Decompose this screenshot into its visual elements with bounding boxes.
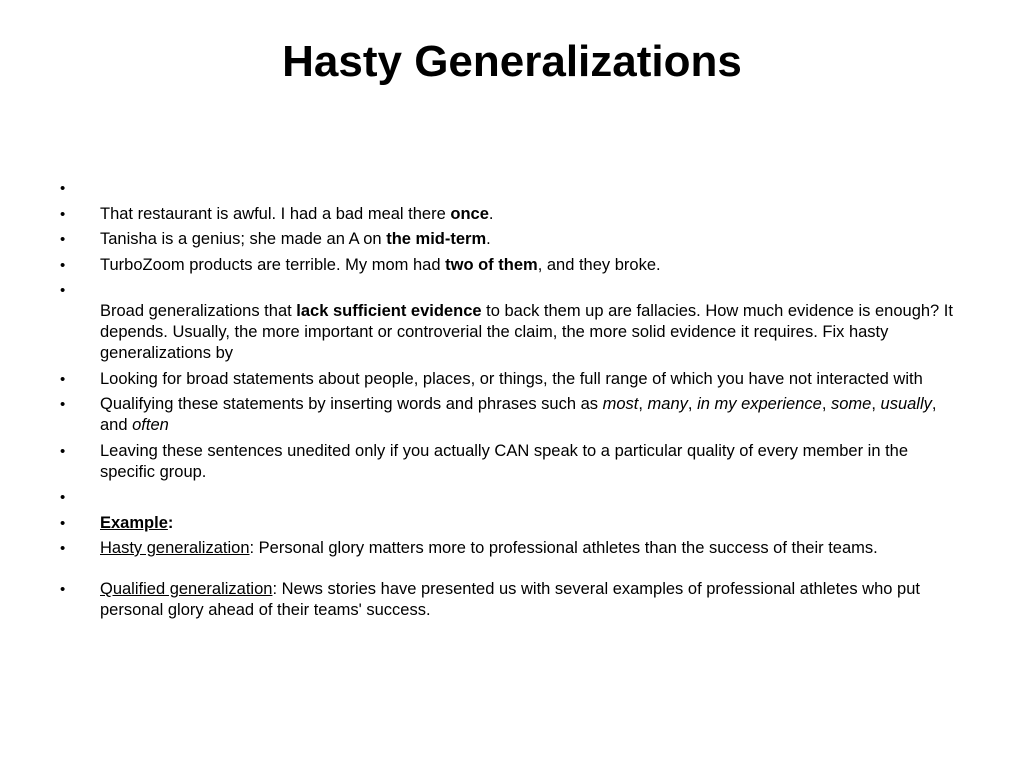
bullet-text: : Personal glory matters more to professional athletes than the success of their teams. <box>249 539 878 557</box>
bullet-text: , <box>871 395 881 413</box>
bullet-underline-text: Hasty generalization <box>100 539 250 557</box>
bullet-text: TurboZoom products are terrible. My mom had <box>100 255 446 274</box>
bullet-dot-icon: • <box>60 514 66 532</box>
bullet-item-tanisha <box>56 229 966 250</box>
bullet-item-empty-1 <box>56 178 966 199</box>
bullet-bold-underline-text: Example <box>100 513 168 532</box>
bullet-text: , <box>821 395 831 413</box>
bullet-text: Looking for broad statements about people, places, or things, the full range of which you have not interacted with <box>100 369 923 388</box>
bullet-dot-icon: • <box>60 489 66 506</box>
bullet-text: , and <box>100 395 937 434</box>
bullet-text: . <box>486 230 491 248</box>
bullet-item-empty-2 <box>56 487 966 508</box>
bullet-item-restaurant <box>56 204 966 225</box>
bullet-item-looking <box>56 369 966 390</box>
bullet-item-turbozoom <box>56 255 966 276</box>
bullet-bold-text: once <box>450 204 489 223</box>
bullet-item-qualifying <box>56 394 966 436</box>
bullet-list <box>56 178 966 626</box>
bullet-dot-icon: • <box>60 442 66 460</box>
bullet-text: Tanisha is a genius; she made an A on <box>100 230 387 248</box>
bullet-text: Leaving these sentences unedited only if you actually CAN speak to a particular quality of every member in the specific group. <box>100 441 909 481</box>
bullet-bold-text: : <box>167 513 174 532</box>
bullet-text: Broad generalizations that <box>100 302 297 320</box>
bullet-italic-text: often <box>132 416 169 434</box>
bullet-bold-text: lack sufficient evidence <box>296 302 482 320</box>
bullet-item-leaving <box>56 441 966 483</box>
bullet-item-qualified-generalization <box>56 579 966 621</box>
bullet-dot-icon: • <box>60 205 66 223</box>
bullet-italic-text: most <box>602 395 639 413</box>
bullet-dot-icon: • <box>60 256 66 274</box>
bullet-text: : News stories have presented us with several examples of professional athletes who put personal glory ahead of their teams' success. <box>100 580 920 619</box>
bullet-bold-text: two of them <box>445 255 538 274</box>
bullet-dot-icon: • <box>60 581 66 598</box>
bullet-dot-icon: • <box>60 231 66 248</box>
bullet-text: . <box>488 204 494 223</box>
bullet-dot-icon: • <box>60 370 66 388</box>
bullet-item-broad-generalizations <box>56 280 966 364</box>
bullet-underline-text: Qualified generalization <box>100 580 273 598</box>
bullet-text: That restaurant is awful. I had a bad meal there <box>100 204 451 223</box>
bullet-bold-text: the mid-term <box>386 230 487 248</box>
bullet-text: , <box>687 395 698 413</box>
bullet-italic-text: some <box>830 395 872 413</box>
bullet-dot-icon: • <box>60 396 66 413</box>
bullet-text: , and they broke. <box>537 255 661 274</box>
bullet-dot-icon: • <box>60 540 66 557</box>
bullet-text: to back them up are fallacies. How much evidence is enough? It depends. Usually, the more important or controverial the claim, the more solid evidence it requires. Fix hasty generalizations by <box>100 302 953 362</box>
bullet-dot-icon: • <box>60 180 66 197</box>
bullet-text: Qualifying these statements by inserting words and phrases such as <box>100 395 603 413</box>
bullet-italic-text: many <box>647 395 688 413</box>
bullet-dot-icon: • <box>60 282 66 299</box>
slide-title: Hasty Generalizations <box>282 37 742 86</box>
bullet-item-example <box>56 513 966 534</box>
bullet-item-hasty-generalization <box>56 538 966 559</box>
bullet-text: , <box>638 395 648 413</box>
bullet-italic-text: in my experience <box>697 395 822 413</box>
bullet-italic-text: usually <box>880 395 932 413</box>
